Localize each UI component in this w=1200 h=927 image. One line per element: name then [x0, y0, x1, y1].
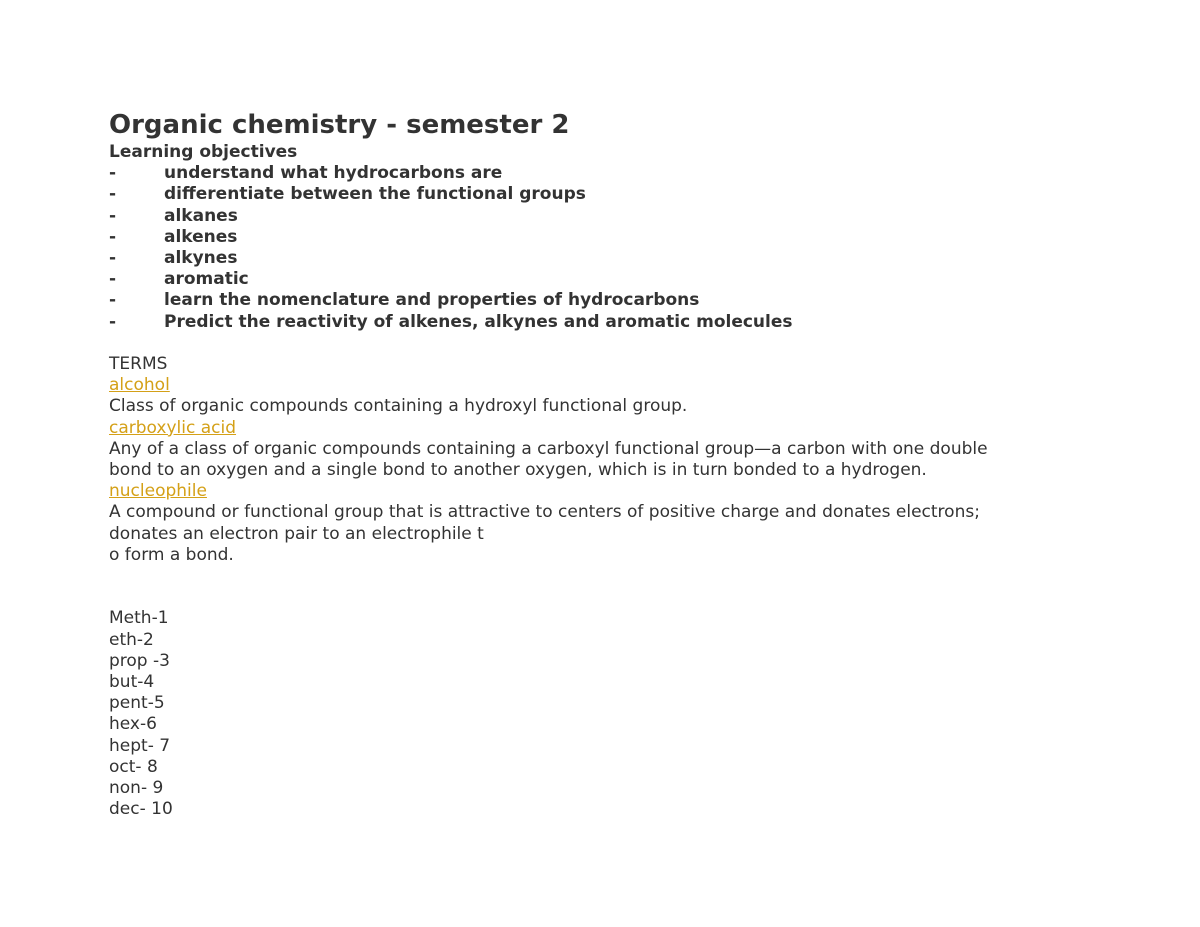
term-definition: Class of organic compounds containing a hydroxyl functional group. — [109, 396, 688, 417]
prefix-item: prop -3 — [109, 650, 170, 671]
bullet-dash: - — [109, 205, 117, 226]
prefix-item: hex-6 — [109, 714, 157, 735]
term-entry-carboxylic-acid — [109, 418, 1109, 482]
objectives-list — [109, 163, 1109, 333]
prefix-item: Meth-1 — [109, 608, 169, 629]
objective-text: alkynes — [164, 248, 238, 269]
objective-text: understand what hydrocarbons are — [164, 163, 503, 184]
objective-item — [109, 290, 1109, 311]
term-link-carboxylic-acid[interactable]: carboxylic acid — [109, 417, 237, 438]
objective-item — [109, 312, 1109, 333]
objective-item — [109, 227, 1109, 248]
document-page — [109, 108, 1109, 820]
prefix-item: but-4 — [109, 672, 155, 693]
bullet-dash: - — [109, 269, 117, 290]
objective-text: aromatic — [164, 269, 249, 290]
prefix-item: eth-2 — [109, 629, 154, 650]
bullet-dash: - — [109, 163, 117, 184]
terms-list — [109, 375, 1109, 566]
term-entry-nucleophile — [109, 481, 1109, 566]
prefix-item: dec- 10 — [109, 799, 173, 820]
term-definition: Any of a class of organic compounds containing a carboxyl functional group—a carbon with one double — [109, 438, 988, 459]
objectives-heading: Learning objectives — [109, 142, 298, 162]
objective-item — [109, 184, 1109, 205]
bullet-dash: - — [109, 226, 117, 247]
objective-text: alkanes — [164, 205, 238, 226]
objective-text: alkenes — [164, 226, 238, 247]
prefix-list — [109, 608, 1109, 820]
bullet-dash: - — [109, 290, 117, 311]
objective-item — [109, 163, 1109, 184]
bullet-dash: - — [109, 184, 117, 205]
objective-item — [109, 248, 1109, 269]
objective-item — [109, 206, 1109, 227]
prefix-item: hept- 7 — [109, 735, 171, 756]
prefix-item: non- 9 — [109, 778, 164, 799]
prefix-item: oct- 8 — [109, 756, 158, 777]
objective-text: learn the nomenclature and properties of hydrocarbons — [164, 290, 700, 311]
term-definition: donates an electron pair to an electrophile t — [109, 523, 484, 544]
terms-heading: TERMS — [109, 354, 168, 375]
prefix-item: pent-5 — [109, 693, 165, 714]
term-definition: o form a bond. — [109, 544, 234, 565]
objective-text: Predict the reactivity of alkenes, alkynes and aromatic molecules — [164, 311, 793, 332]
bullet-dash: - — [109, 311, 117, 332]
document-title: Organic chemistry - semester 2 — [109, 110, 570, 140]
objective-item — [109, 269, 1109, 290]
term-definition: bond to an oxygen and a single bond to another oxygen, which is in turn bonded to a hydrogen. — [109, 460, 927, 481]
term-definition: A compound or functional group that is attractive to centers of positive charge and donates electrons; — [109, 502, 980, 523]
bullet-dash: - — [109, 248, 117, 269]
term-entry-alcohol — [109, 375, 1109, 417]
term-link-alcohol[interactable]: alcohol — [109, 375, 170, 396]
objective-text: differentiate between the functional groups — [164, 184, 586, 205]
blank-line — [109, 333, 1109, 354]
blank-lines — [109, 566, 1109, 608]
term-link-nucleophile[interactable]: nucleophile — [109, 481, 207, 502]
